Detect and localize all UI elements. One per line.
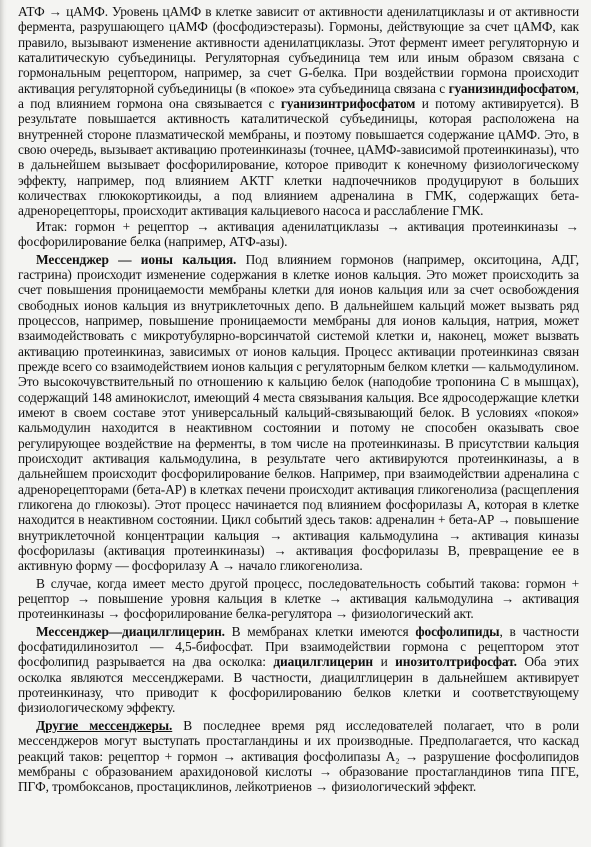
text-run: , в частности фосфатидилинозитол — 4,5-бифосфат. При взаимодействии гормона с рецептором этот фосфолипид разрывается на два осколка: (18, 623, 580, 670)
text-run: Итак: гормон + рецептор → активация аденилатциклазы → активация протеинкиназы → фосфорилирование белка (например, АТФ-азы). (18, 218, 579, 250)
bold-term: Мессенджер—диацилглицерин. (36, 623, 225, 639)
bold-term: фосфолипиды (415, 623, 500, 639)
paragraph-4 (18, 576, 579, 622)
bold-term: диацилглицерин (273, 654, 374, 670)
text-run: В последнее время ряд исследователей полагает, что в роли мессенджеров могут выступать простагландины и их производные. Предполагается, что каскад реакций таков: рецептор + гормон → активация фосфолипазы А₂ → разрушение фосфолипидов мембраны с образованием арахидоновой кислоты → образование простагландинов типа ПГЕ, ПГФ, тромбоксанов, простациклинов, лейкотриенов → физиологический эффект. (18, 717, 579, 795)
text-run: АТФ → цАМФ. Уровень цАМФ в клетке зависит от активности аденилатциклазы и от активности фермента, разрушающего цАМФ (фосфодиэстеразы). Гормоны, действующие за счет цАМФ, как правило, вызывают изменение активности аденилатциклазы. Этот фермент имеет регуляторную и каталитическую субъединицы. Регуляторная субъединица тем или иным образом связана с гормональным рецептором, например, за счет G-белка. При воздействии гормона происходит активация регуляторной субъединицы (в «покое» эта субъединица связана с (18, 4, 579, 96)
bold-term: инозитолтрифосфат. (395, 654, 517, 670)
bold-term: гуанизиндифосфатом (448, 80, 576, 96)
text-run: Оба этих осколка являются мессенджерами. В частности, диацилглицерин в дальнейшем активирует протеинкиназу, что приводит к фосфорилированию белков клетки и соответствующему физиологическому эффекту. (18, 654, 579, 716)
paragraph-5 (18, 624, 579, 716)
bold-term: Мессенджер — ионы кальция. (36, 251, 237, 267)
bold-term: Другие мессенджеры. (36, 717, 173, 733)
paragraph-2 (18, 219, 579, 250)
text-run: Под влиянием гормонов (например, окситоцина, АДГ, гастрина) происходит изменение содержания в клетке ионов кальция. Это может происходить за счет повышения проницаемости мембраны клетки для ионов кальция или за счет освобождения свободных ионов кальция из внутриклеточных депо. В дальнейшем кальций может вызвать ряд процессов, например, повышение проницаемости мембраны для ионов кальция, натрия, может взаимодействовать с микротубулярно-ворсинчатой системой клетки и, наконец, может вызвать активацию протеинкиназ, зависимых от ионов кальция. Процесс активации протеинкиназ связан прежде всего со взаимодействием ионов кальция с регуляторным белком клетки — кальмодулином. Это высокочувствительный по отношению к кальцию белок (наподобие тропонина С в мышцах), содержащий 148 аминокислот, имеющий 4 места связывания кальция. Все ядросодержащие клетки имеют в своем составе этот универсальный кальций-связывающий белок. В условиях «покоя» кальмодулин находится в неактивном состоянии и потому не способен оказывать свое регулирующее воздействие на ферменты, в том числе на протеинкиназы. В присутствии кальция происходит активация кальмодулина, в результате чего активируются протеинкиназы, а в дальнейшем происходит фосфорилирование белков. Например, при взаимодействии адреналина с адренорецепторами (бета-АР) в клетках печени происходит активация гликогенолиза (расщепления гликогена до глюкозы). Этот процесс начинается под влиянием фосфорилазы А, которая в клетке находится в неактивном состоянии. Цикл событий здесь таков: адреналин + бета-АР → повышение внутриклеточной концентрации кальция → активация кальмодулина → активация киназы фосфорилазы (активация протеинкиназы) → активация фосфорилазы В, превращение ее в активную форму — фосфорилазу А → начало гликогенолиза. (18, 251, 579, 574)
page-binding-edge (0, 0, 7, 847)
paragraph-3 (18, 252, 579, 574)
paragraph-6 (18, 718, 579, 795)
text-run: В случае, когда имеет место другой процесс, последовательность событий такова: гормон + рецептор → повышение уровня кальция в клетке → активация кальмодулина → активация протеинкиназы → фосфорилирование белка-регулятора → физиологический акт. (18, 575, 579, 622)
document-body (18, 4, 579, 795)
bold-term: гуанизинтрифосфатом (280, 96, 416, 112)
text-run: и (373, 654, 396, 670)
text-run: и потому активируется). В результате повышается активность каталитической субъединицы, которая расположена на внутренней стороне плазматической мембраны, и поэтому повышается содержание цАМФ. Это, в свою очередь, вызывает активацию протеинкиназы (точнее, цАМФ-зависимой протеинкиназы), что в дальнейшем вызывает фосфорилирование, которое приводит к конечному физиологическому эффекту, например, под влиянием АКТГ клетки надпочечников продуцируют в больших количествах глюкокортикоиды, а под влиянием адреналина в ГМК, содержащих бета-адренорецепторы, происходит активация кальциевого насоса и расслабление ГМК. (18, 96, 579, 219)
paragraph-1 (18, 4, 579, 219)
text-run: , а под влиянием гормона она связывается с (18, 80, 579, 112)
text-run: В мембранах клетки имеются (224, 623, 416, 639)
